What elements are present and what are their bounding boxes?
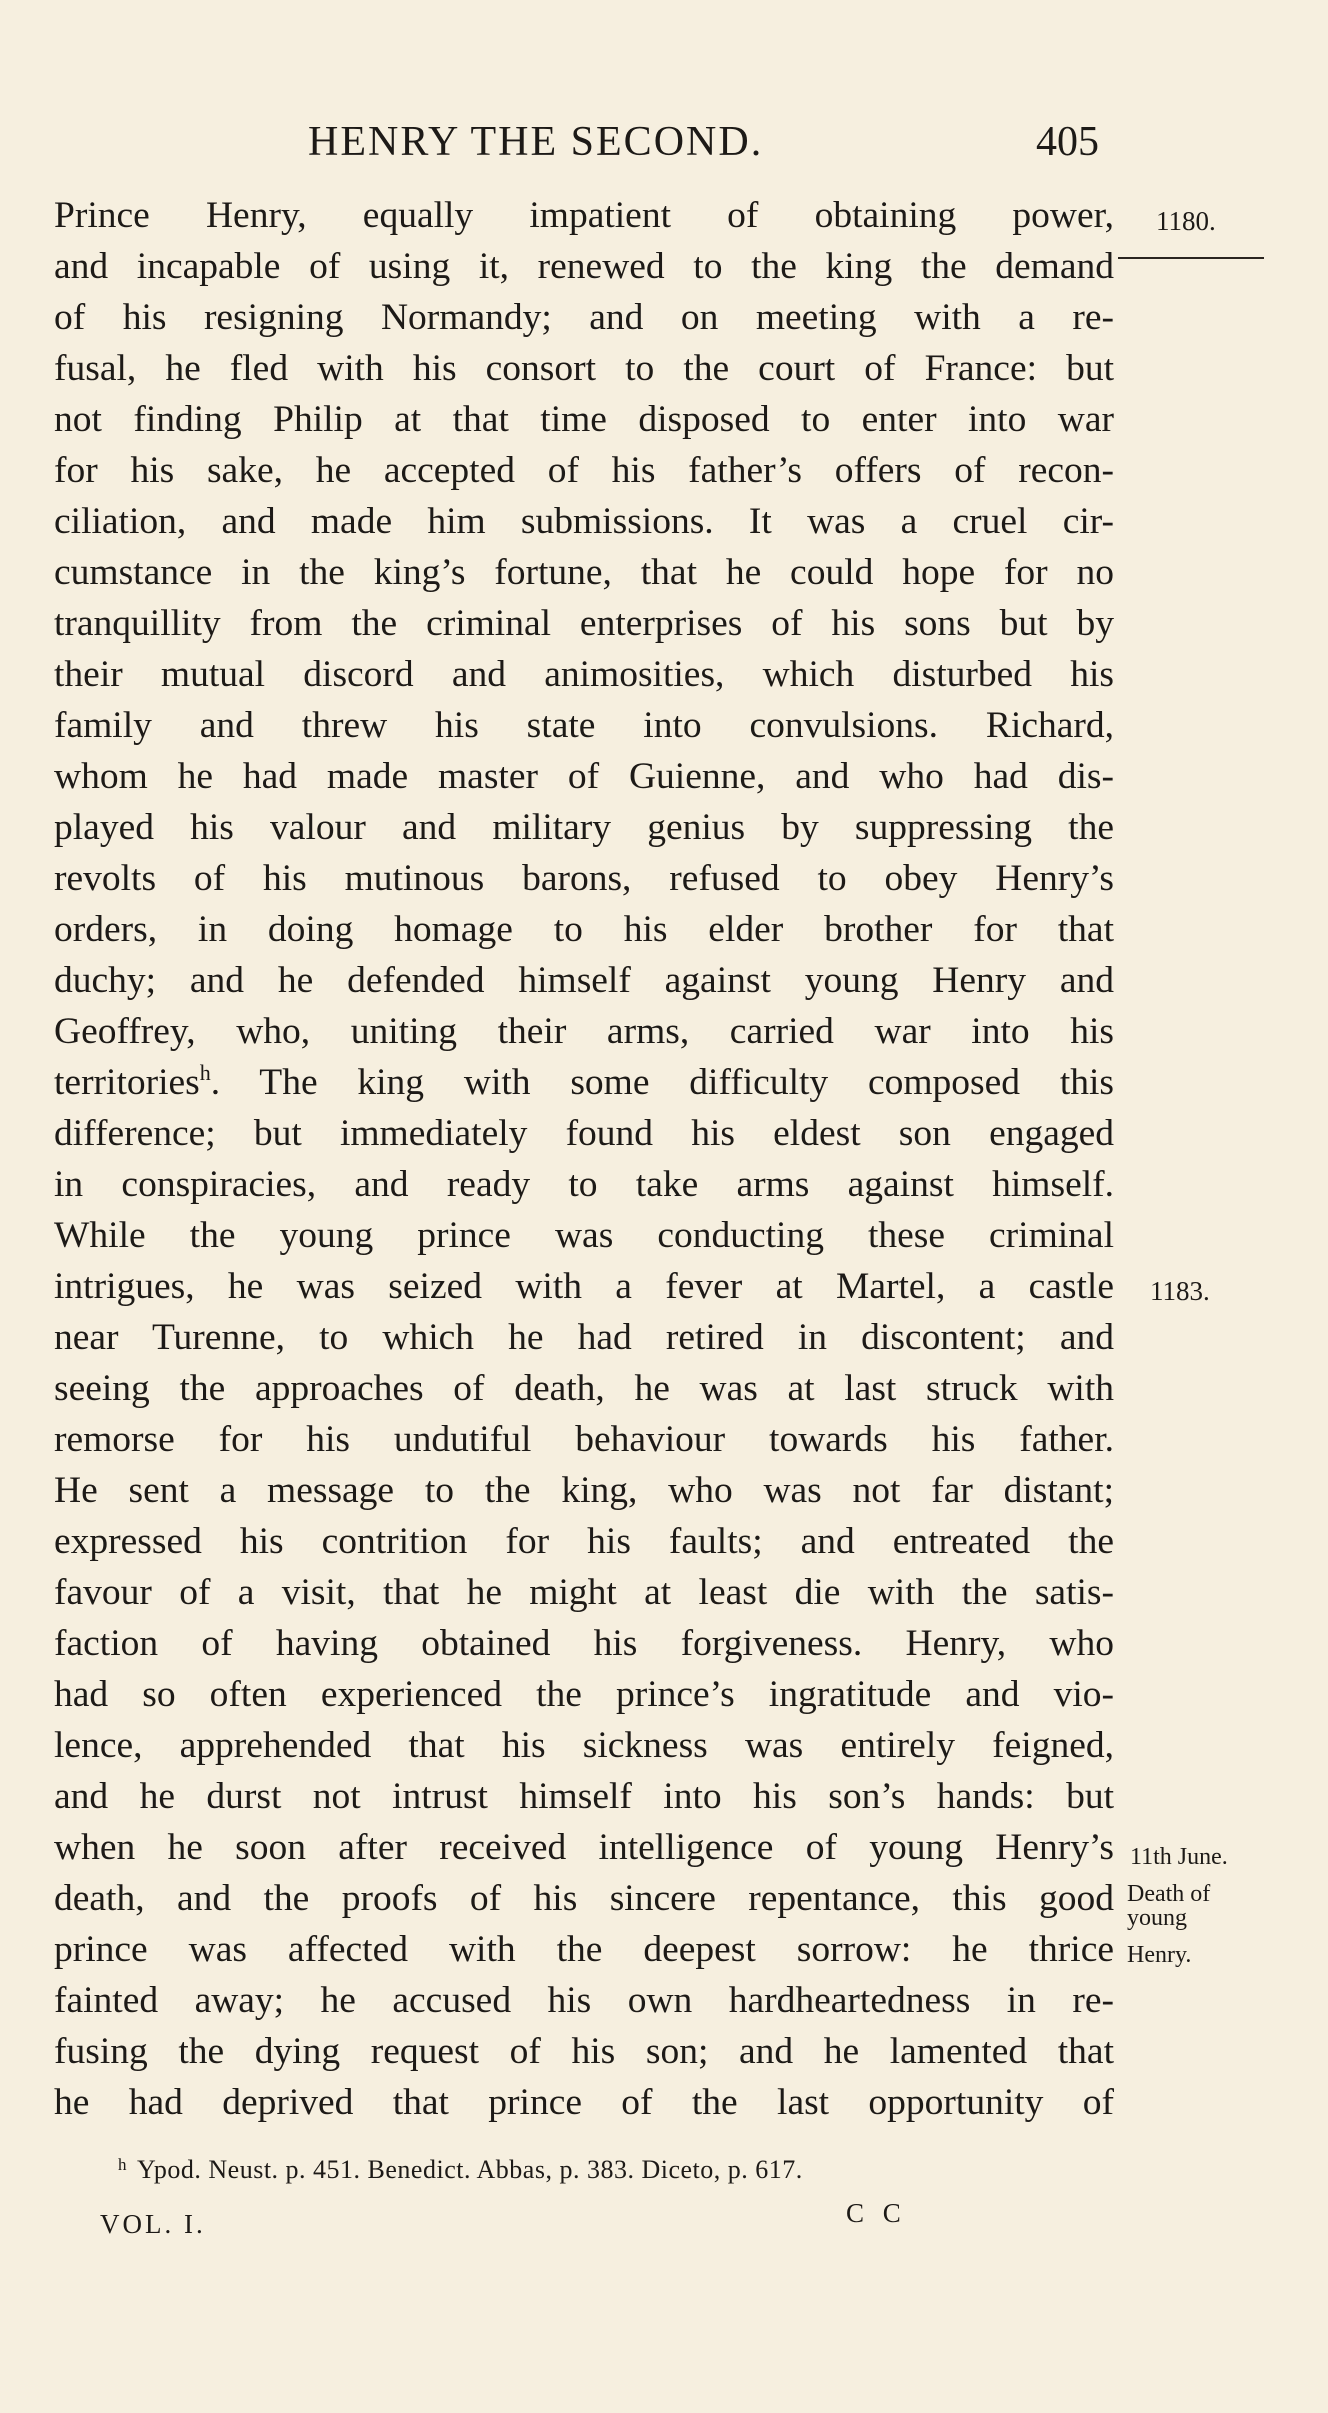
text-line: favour of a visit, that he might at least die with the satis- [54, 1572, 1114, 1613]
text-line: he had deprived that prince of the last opportunity of [54, 2082, 1114, 2123]
text-line: fainted away; he accused his own hardheartedness in re- [54, 1980, 1114, 2021]
text-line: tranquillity from the criminal enterprises of his sons but by [54, 603, 1114, 644]
text-line: Prince Henry, equally impatient of obtaining power, [54, 195, 1114, 236]
text-line: duchy; and he defended himself against young Henry and [54, 960, 1114, 1001]
text-line: ciliation, and made him submissions. It was a cruel cir- [54, 501, 1114, 542]
text-line: lence, apprehended that his sickness was entirely feigned, [54, 1725, 1114, 1766]
footnote-reference[interactable]: h [199, 1060, 211, 1085]
text-line: for his sake, he accepted of his father’s offers of recon- [54, 450, 1114, 491]
text-fragment: . The king with some difficulty composed this [210, 1062, 1114, 1103]
text-line: of his resigning Normandy; and on meeting with a re- [54, 297, 1114, 338]
text-line: Geoffrey, who, uniting their arms, carried war into his [54, 1011, 1114, 1052]
text-line: expressed his contrition for his faults; and entreated the [54, 1521, 1114, 1562]
text-line: fusal, he fled with his consort to the court of France: but [54, 348, 1114, 389]
running-title: HENRY THE SECOND. [308, 119, 764, 165]
margin-date: 11th June. [1130, 1844, 1228, 1870]
text-line: revolts of his mutinous barons, refused to obey Henry’s [54, 858, 1114, 899]
text-line: not finding Philip at that time disposed to enter into war [54, 399, 1114, 440]
margin-rule [1118, 257, 1264, 259]
footnote-marker: h [118, 2155, 127, 2174]
footnote [118, 2155, 803, 2185]
text-line: near Turenne, to which he had retired in discontent; and [54, 1317, 1114, 1358]
text-line: whom he had made master of Guienne, and who had dis- [54, 756, 1114, 797]
volume-label: VOL. I. [100, 2209, 206, 2239]
text-line: their mutual discord and animosities, which disturbed his [54, 654, 1114, 695]
margin-death-line3: Henry. [1127, 1942, 1192, 1968]
margin-year-1180: 1180. [1156, 206, 1216, 236]
page-number: 405 [1036, 119, 1099, 165]
text-line: and he durst not intrust himself into his son’s hands: but [54, 1776, 1114, 1817]
text-line: when he soon after received intelligence of young Henry’s [54, 1827, 1114, 1868]
text-line: seeing the approaches of death, he was at last struck with [54, 1368, 1114, 1409]
text-line: While the young prince was conducting these criminal [54, 1215, 1114, 1256]
text-line: in conspiracies, and ready to take arms against himself. [54, 1164, 1114, 1205]
text-line: had so often experienced the prince’s ingratitude and vio- [54, 1674, 1114, 1715]
signature-mark: C C [846, 2198, 907, 2228]
text-line: He sent a message to the king, who was not far distant; [54, 1470, 1114, 1511]
text-line: and incapable of using it, renewed to the king the demand [54, 246, 1114, 287]
text-line: orders, in doing homage to his elder brother for that [54, 909, 1114, 950]
text-line: death, and the proofs of his sincere repentance, this good [54, 1878, 1114, 1919]
text-line: difference; but immediately found his eldest son engaged [54, 1113, 1114, 1154]
text-line: remorse for his undutiful behaviour towards his father. [54, 1419, 1114, 1460]
running-head [0, 118, 1328, 168]
text-fragment: territories [54, 1062, 200, 1103]
text-line: played his valour and military genius by suppressing the [54, 807, 1114, 848]
footnote-text: Ypod. Neust. p. 451. Benedict. Abbas, p. 383. Diceto, p. 617. [137, 2155, 803, 2184]
margin-death-line2: young [1127, 1905, 1187, 1931]
text-line: fusing the dying request of his son; and he lamented that [54, 2031, 1114, 2072]
text-line: cumstance in the king’s fortune, that he could hope for no [54, 552, 1114, 593]
margin-death-line1: Death of [1127, 1881, 1211, 1907]
text-line: intrigues, he was seized with a fever at Martel, a castle [54, 1266, 1114, 1307]
text-line-with-footnote [54, 1057, 1114, 1108]
text-line: faction of having obtained his forgiveness. Henry, who [54, 1623, 1114, 1664]
text-line: prince was affected with the deepest sorrow: he thrice [54, 1929, 1114, 1970]
margin-year-1183: 1183. [1150, 1276, 1210, 1306]
text-line: family and threw his state into convulsions. Richard, [54, 705, 1114, 746]
